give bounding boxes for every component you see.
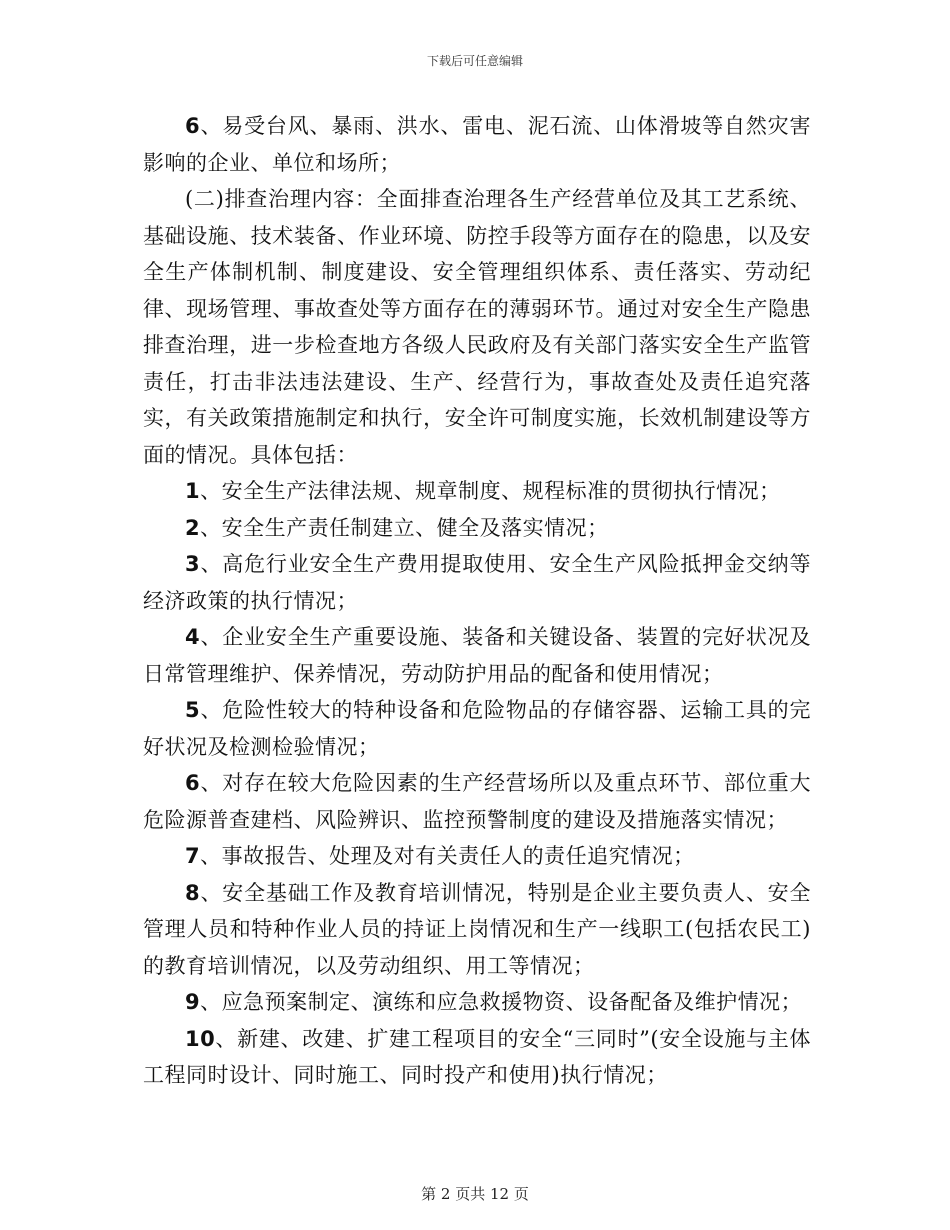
item-number: 8 (185, 880, 201, 905)
paragraph-text: 、企业安全生产重要设施、装备和关键设备、装置的完好状况及日常管理维护、保养情况，劳动防护用品的配备和使用情况； (143, 625, 811, 686)
page-footer: 第 2 页共 12 页 (421, 1185, 529, 1203)
item-number: 5 (185, 698, 201, 722)
paragraph-text: 、安全生产法律法规、规章制度、规程标准的贯彻执行情况； (200, 479, 781, 503)
item-number: 6 (185, 114, 201, 138)
item-number: 6 (185, 771, 201, 795)
paragraph (143, 838, 811, 875)
item-number: 2 (185, 515, 201, 540)
item-number: 7 (185, 844, 201, 868)
item-number: 1 (185, 479, 201, 503)
paragraph (143, 984, 811, 1021)
paragraph (143, 546, 811, 619)
item-number: 4 (185, 625, 201, 649)
paragraph (143, 510, 811, 547)
paragraph-text: 、高危行业安全生产费用提取使用、安全生产风险抵押金交纳等经济政策的执行情况； (143, 552, 811, 613)
paragraph (143, 692, 811, 765)
paragraph-text: 、应急预案制定、演练和应急救援物资、设备配备及维护情况； (200, 990, 803, 1014)
document-body (143, 108, 811, 1094)
item-number: 3 (185, 552, 201, 576)
item-number: 9 (185, 990, 201, 1014)
paragraph-text: 、易受台风、暴雨、洪水、雷电、泥石流、山体滑坡等自然灾害影响的企业、单位和场所； (143, 114, 811, 175)
paragraph (143, 875, 811, 985)
paragraph (143, 765, 811, 838)
paragraph (143, 108, 811, 181)
paragraph (143, 1021, 811, 1094)
paragraph-text: 、安全基础工作及教育培训情况，特别是企业主要负责人、安全管理人员和特种作业人员的持证上岗情况和生产一线职工(包括农民工)的教育培训情况，以及劳动组织、用工等情况； (143, 880, 811, 978)
paragraph-text: 、危险性较大的特种设备和危险物品的存储容器、运输工具的完好状况及检测检验情况； (143, 698, 811, 759)
paragraph-text: 、对存在较大危险因素的生产经营场所以及重点环节、部位重大危险源普查建档、风险辨识、监控预警制度的建设及措施落实情况； (143, 771, 811, 832)
item-number: 10 (185, 1026, 216, 1051)
paragraph (143, 619, 811, 692)
paragraph-text: (二)排查治理内容：全面排查治理各生产经营单位及其工艺系统、基础设施、技术装备、作业环境、防控手段等方面存在的隐患，以及安全生产体制机制、制度建设、安全管理组织体系、责任落实、劳动纪律、现场管理、事故查处等方面存在的薄弱环节。通过对安全生产隐患排查治理，进一步检查地方各级人民政府及有关部门落实安全生产监管责任，打击非法违法建设、生产、经营行为，事故查处及责任追究落实，有关政策措施制定和执行，安全许可制度实施，长效机制建设等方面的情况。具体包括： (143, 187, 811, 467)
page-header: 下载后可任意编辑 (426, 54, 523, 68)
paragraph (143, 473, 811, 510)
paragraph-text: 、新建、改建、扩建工程项目的安全“三同时”(安全设施与主体工程同时设计、同时施工、同时投产和使用)执行情况； (143, 1026, 811, 1087)
paragraph (143, 181, 811, 473)
paragraph-text: 、事故报告、处理及对有关责任人的责任追究情况； (200, 844, 695, 868)
paragraph-text: 、安全生产责任制建立、健全及落实情况； (200, 515, 609, 540)
